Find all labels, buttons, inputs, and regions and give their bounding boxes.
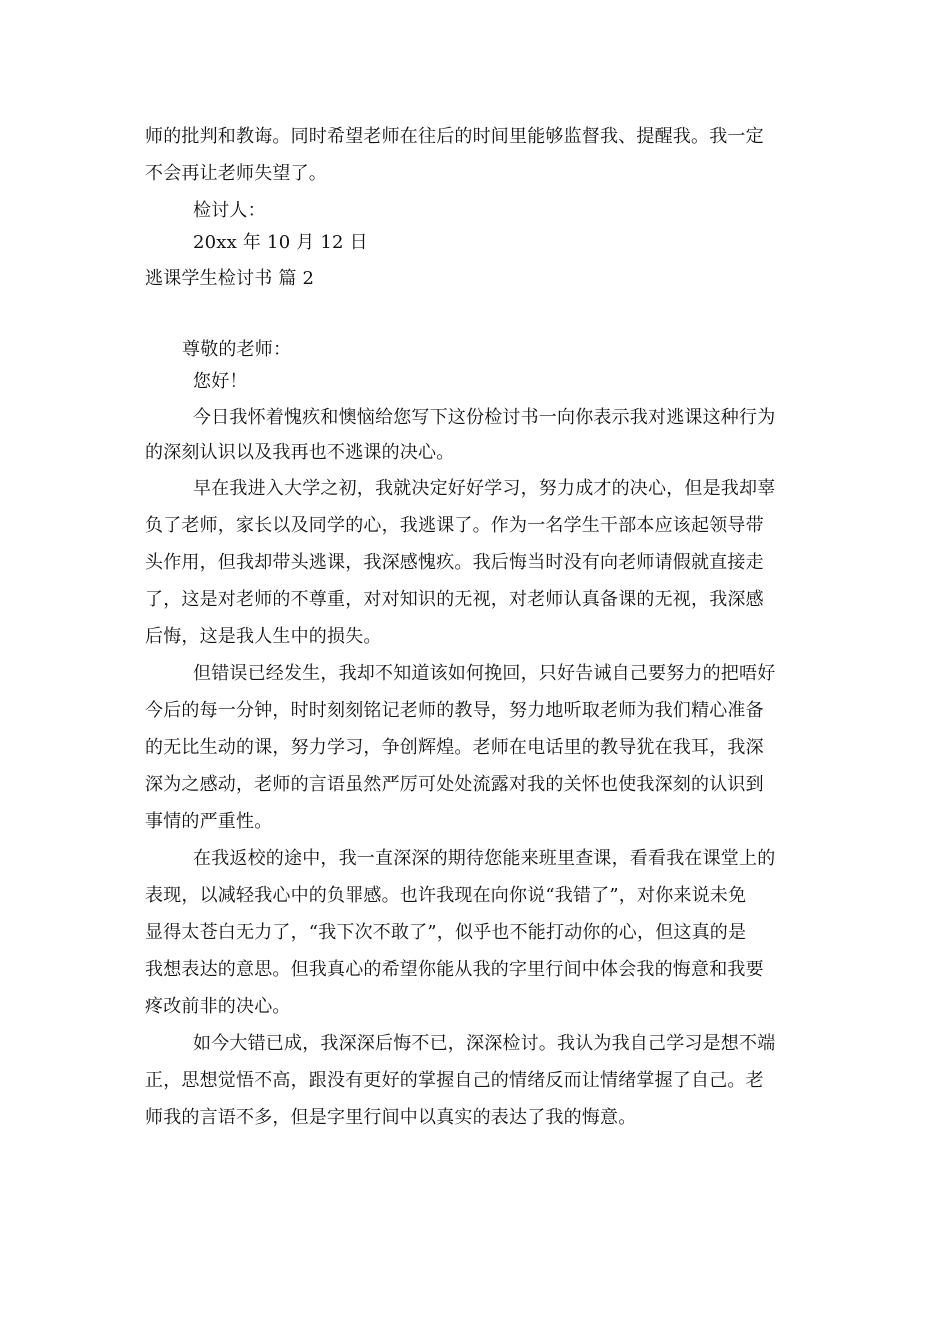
paragraph-2-line-3: 头作用，但我却带头逃课，我深感愧疚。我后悔当时没有向老师请假就直接走	[145, 552, 764, 573]
paragraph-4-line-4: 我想表达的意思。但我真心的希望你能从我的字里行间中体会我的悔意和我要	[145, 959, 764, 980]
paragraph-5-line-2: 正，思想觉悟不高，跟没有更好的掌握自己的情绪反而让情绪掌握了自己。老	[145, 1070, 764, 1091]
greeting: 您好！	[193, 371, 248, 392]
paragraph-4-line-3: 显得太苍白无力了，“我下次不敢了”，似乎也不能打动你的心，但这真的是	[145, 922, 747, 943]
paragraph-2-line-4: 了，这是对老师的不尊重，对对知识的无视，对老师认真备课的无视，我深感	[145, 589, 764, 610]
paragraph-5-line-1: 如今大错已成，我深深后悔不已，深深检讨。我认为我自己学习是想不端	[193, 1033, 776, 1054]
paragraph-3-line-3: 的无比生动的课，努力学习，争创辉煌。老师在电话里的教导犹在我耳，我深	[145, 737, 764, 758]
salutation: 尊敬的老师：	[182, 339, 292, 360]
paragraph-1-line-1: 今日我怀着愧疚和懊恼给您写下这份检讨书一向你表示我对逃课这种行为	[193, 407, 776, 428]
paragraph-4-line-1: 在我返校的途中，我一直深深的期待您能来班里查课，看看我在课堂上的	[193, 848, 776, 869]
signature-date: 20xx 年 10 月 12 日	[193, 232, 368, 253]
paragraph-2-line-5: 后悔，这是我人生中的损失。	[145, 626, 382, 647]
paragraph-3-line-2: 今后的每一分钟，时时刻刻铭记老师的教导，努力地听取老师为我们精心准备	[145, 700, 764, 721]
continuation-line-2: 不会再让老师失望了。	[145, 163, 327, 184]
paragraph-3-line-4: 深为之感动，老师的言语虽然严厉可处处流露对我的关怀也使我深刻的认识到	[145, 774, 764, 795]
paragraph-4-line-5: 疼改前非的决心。	[145, 996, 291, 1017]
paragraph-4-line-2: 表现，以减轻我心中的负罪感。也许我现在向你说“我错了”，对你来说未免	[145, 885, 747, 906]
continuation-line-1: 师的批判和教诲。同时希望老师在往后的时间里能够监督我、提醒我。我一定	[145, 126, 764, 147]
paragraph-2-line-1: 早在我进入大学之初，我就决定好好学习，努力成才的决心，但是我却辜	[193, 478, 776, 499]
signature-label: 检讨人：	[193, 200, 266, 221]
paragraph-3-line-1: 但错误已经发生，我却不知道该如何挽回，只好告诫自己要努力的把唔好	[193, 663, 776, 684]
paragraph-3-line-5: 事情的严重性。	[145, 811, 273, 832]
paragraph-1-line-2: 的深刻认识以及我再也不逃课的决心。	[145, 442, 455, 463]
paragraph-2-line-2: 负了老师，家长以及同学的心，我逃课了。作为一名学生干部本应该起领导带	[145, 515, 764, 536]
section-title: 逃课学生检讨书 篇 2	[145, 268, 315, 289]
paragraph-5-line-3: 师我的言语不多，但是字里行间中以真实的表达了我的悔意。	[145, 1107, 637, 1128]
